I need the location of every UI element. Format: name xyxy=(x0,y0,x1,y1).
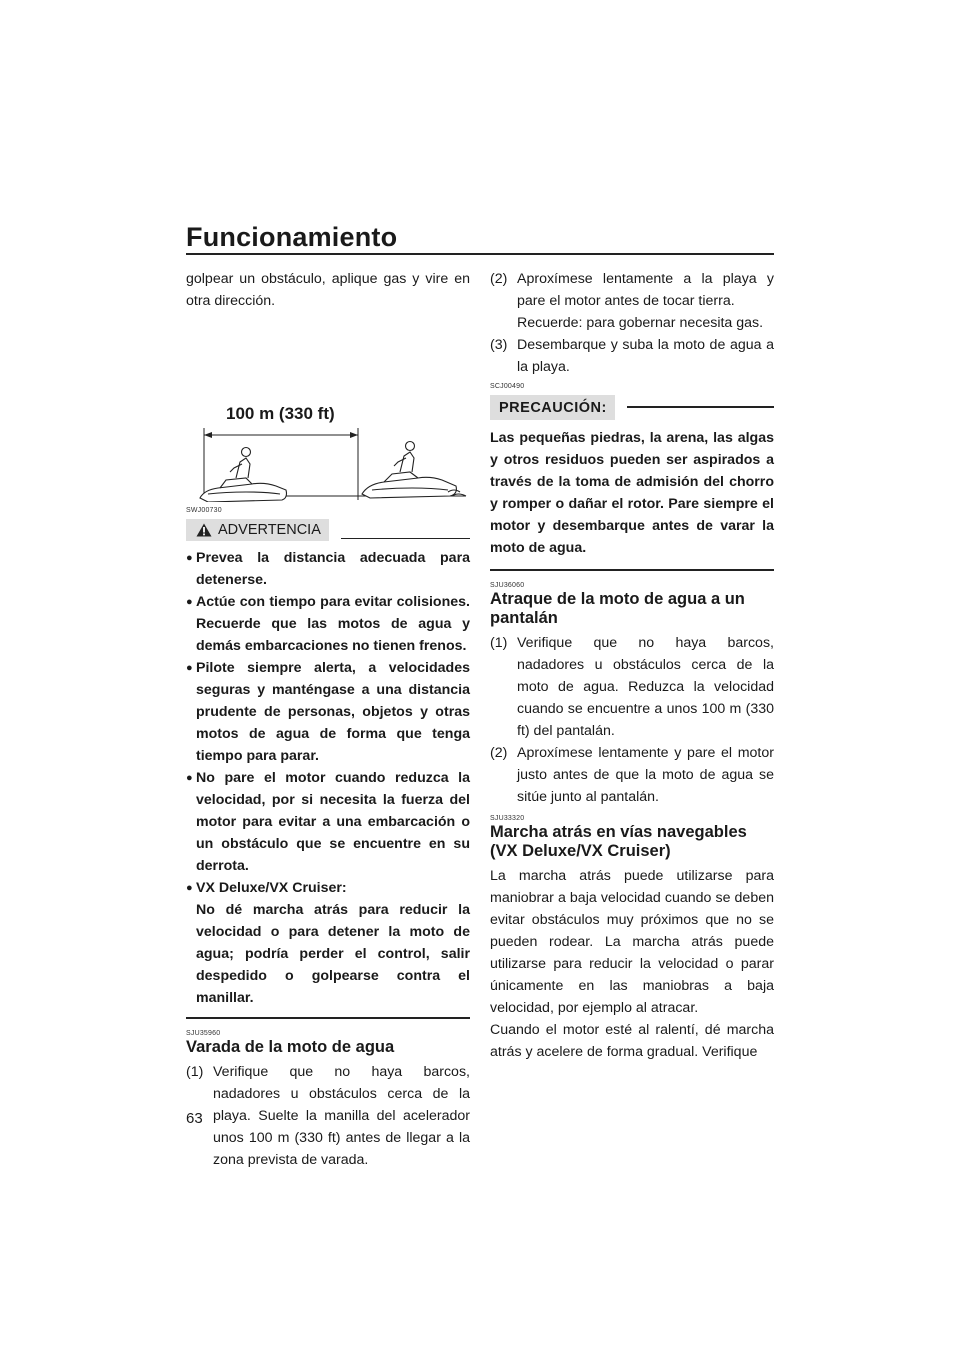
warning-badge xyxy=(186,519,329,541)
title-rule xyxy=(186,253,774,255)
warning-label: ADVERTENCIA xyxy=(218,522,321,538)
page-title: Funcionamiento xyxy=(186,222,398,252)
step-text: Aproxímese lentamente a la playa y pare el motor antes de tocar tierra. Recuerde: para gobernar necesita gas. xyxy=(517,271,774,331)
warning-list xyxy=(186,547,470,1009)
intro-paragraph: golpear un obstáculo, aplique gas y vire en otra dirección. xyxy=(186,271,470,309)
left-column xyxy=(186,268,470,1171)
step-text: Verifique que no haya barcos, nadadores u obstáculos cerca de la playa. Suelte la manilla del acelerador unos 100 m (330 ft) antes de llegar a la zona prevista de varada. xyxy=(213,1063,470,1168)
step-item xyxy=(490,632,774,742)
marcha-paragraph-2: Cuando el motor esté al ralentí, dé marcha atrás y acelere de forma gradual. Verifique xyxy=(490,1021,774,1060)
section-heading-atraque: Atraque de la moto de agua a un pantalán xyxy=(490,589,745,627)
warning-item: ● No pare el motor cuando reduzca la velocidad, por si necesita la fuerza del motor para evitar a una embarcación o un obstáculo que se encuentre en su derrota. xyxy=(186,767,470,877)
warning-code: SWJ00730 xyxy=(186,507,222,514)
bullet-icon: ● xyxy=(186,662,193,674)
step-item xyxy=(490,334,774,378)
warning-end-rule xyxy=(186,1017,470,1019)
step-number: (2) xyxy=(490,744,508,761)
caution-header xyxy=(490,393,774,421)
step-item xyxy=(186,1061,470,1171)
warning-item: ● Actúe con tiempo para evitar colisiones. Recuerde que las motos de agua y demás embarcaciones no tienen frenos. xyxy=(186,591,470,657)
warning-item: ● Pilote siempre alerta, a velocidades seguras y manténgase a una distancia prudente de personas, objetos y otras motos de agua de forma que tenga tiempo para parar. xyxy=(186,657,470,767)
right-column xyxy=(490,268,774,1063)
distance-label: 100 m (330 ft) xyxy=(226,404,335,423)
page-number: 63 xyxy=(186,1110,203,1127)
jet-ski-left xyxy=(200,448,287,503)
section-heading-varada: Varada de la moto de agua xyxy=(186,1037,395,1056)
caution-badge: PRECAUCIÓN: xyxy=(490,395,615,420)
warning-triangle-icon xyxy=(196,523,212,537)
step-number: (1) xyxy=(186,1063,204,1080)
warning-header-rule xyxy=(341,538,470,540)
warning-item-continuation: No dé marcha atrás para reducir la velocidad o para detener la moto de agua; podría perder el control, salir despedido o golpearse contra el manillar. xyxy=(196,902,470,1006)
section-code: SJU35960 xyxy=(186,1029,221,1037)
step-text: Verifique que no haya barcos, nadadores u obstáculos cerca de la moto de agua. Reduzca la velocidad cuando se encuentre a unos 100 m (330 ft) del pantalán. xyxy=(517,634,774,739)
distance-figure xyxy=(186,312,470,502)
caution-end-rule xyxy=(490,569,774,571)
warning-item: ● VX Deluxe/VX Cruiser: xyxy=(186,877,470,899)
jet-ski-right xyxy=(362,442,466,499)
bullet-icon: ● xyxy=(186,552,193,564)
step-item xyxy=(490,742,774,808)
section-heading-marcha: Marcha atrás en vías navegables (VX Deluxe/VX Cruiser) xyxy=(490,822,747,860)
step-number: (2) xyxy=(490,271,508,287)
caution-text: Las pequeñas piedras, la arena, las algas y otros residuos pueden ser aspirados a través de la toma de admisión del chorro y romper o dañar el rotor. Pare siempre el motor y desembarque antes de varar la moto de agua. xyxy=(490,430,774,556)
step-text: Aproxímese lentamente y pare el motor justo antes de que la moto de agua se sitúe junto al pantalán. xyxy=(517,744,774,805)
section-code: SJU33320 xyxy=(490,814,525,822)
warning-item: ● Prevea la distancia adecuada para detenerse. xyxy=(186,547,470,591)
step-number: (1) xyxy=(490,634,508,651)
bullet-icon: ● xyxy=(186,596,193,608)
bullet-icon: ● xyxy=(186,772,193,784)
bullet-icon: ● xyxy=(186,882,193,894)
section-code: SJU36060 xyxy=(490,581,525,589)
step-item xyxy=(490,268,774,334)
step-text: Desembarque y suba la moto de agua a la playa. xyxy=(517,337,774,375)
step-number: (3) xyxy=(490,337,508,353)
warning-header xyxy=(186,517,470,541)
step-note: Recuerde: para gobernar necesita gas. xyxy=(517,315,764,331)
marcha-paragraph-1: La marcha atrás puede utilizarse para maniobrar a baja velocidad cuando se deben evitar obstáculos muy próximos que no se pueden rodear. La marcha atrás puede utilizarse para reducir la velocidad o parar únicamente en las maniobras a baja velocidad, por ejemplo al atracar. xyxy=(490,867,774,1016)
caution-code: SCJ00490 xyxy=(490,383,525,390)
caution-header-rule xyxy=(627,406,774,408)
